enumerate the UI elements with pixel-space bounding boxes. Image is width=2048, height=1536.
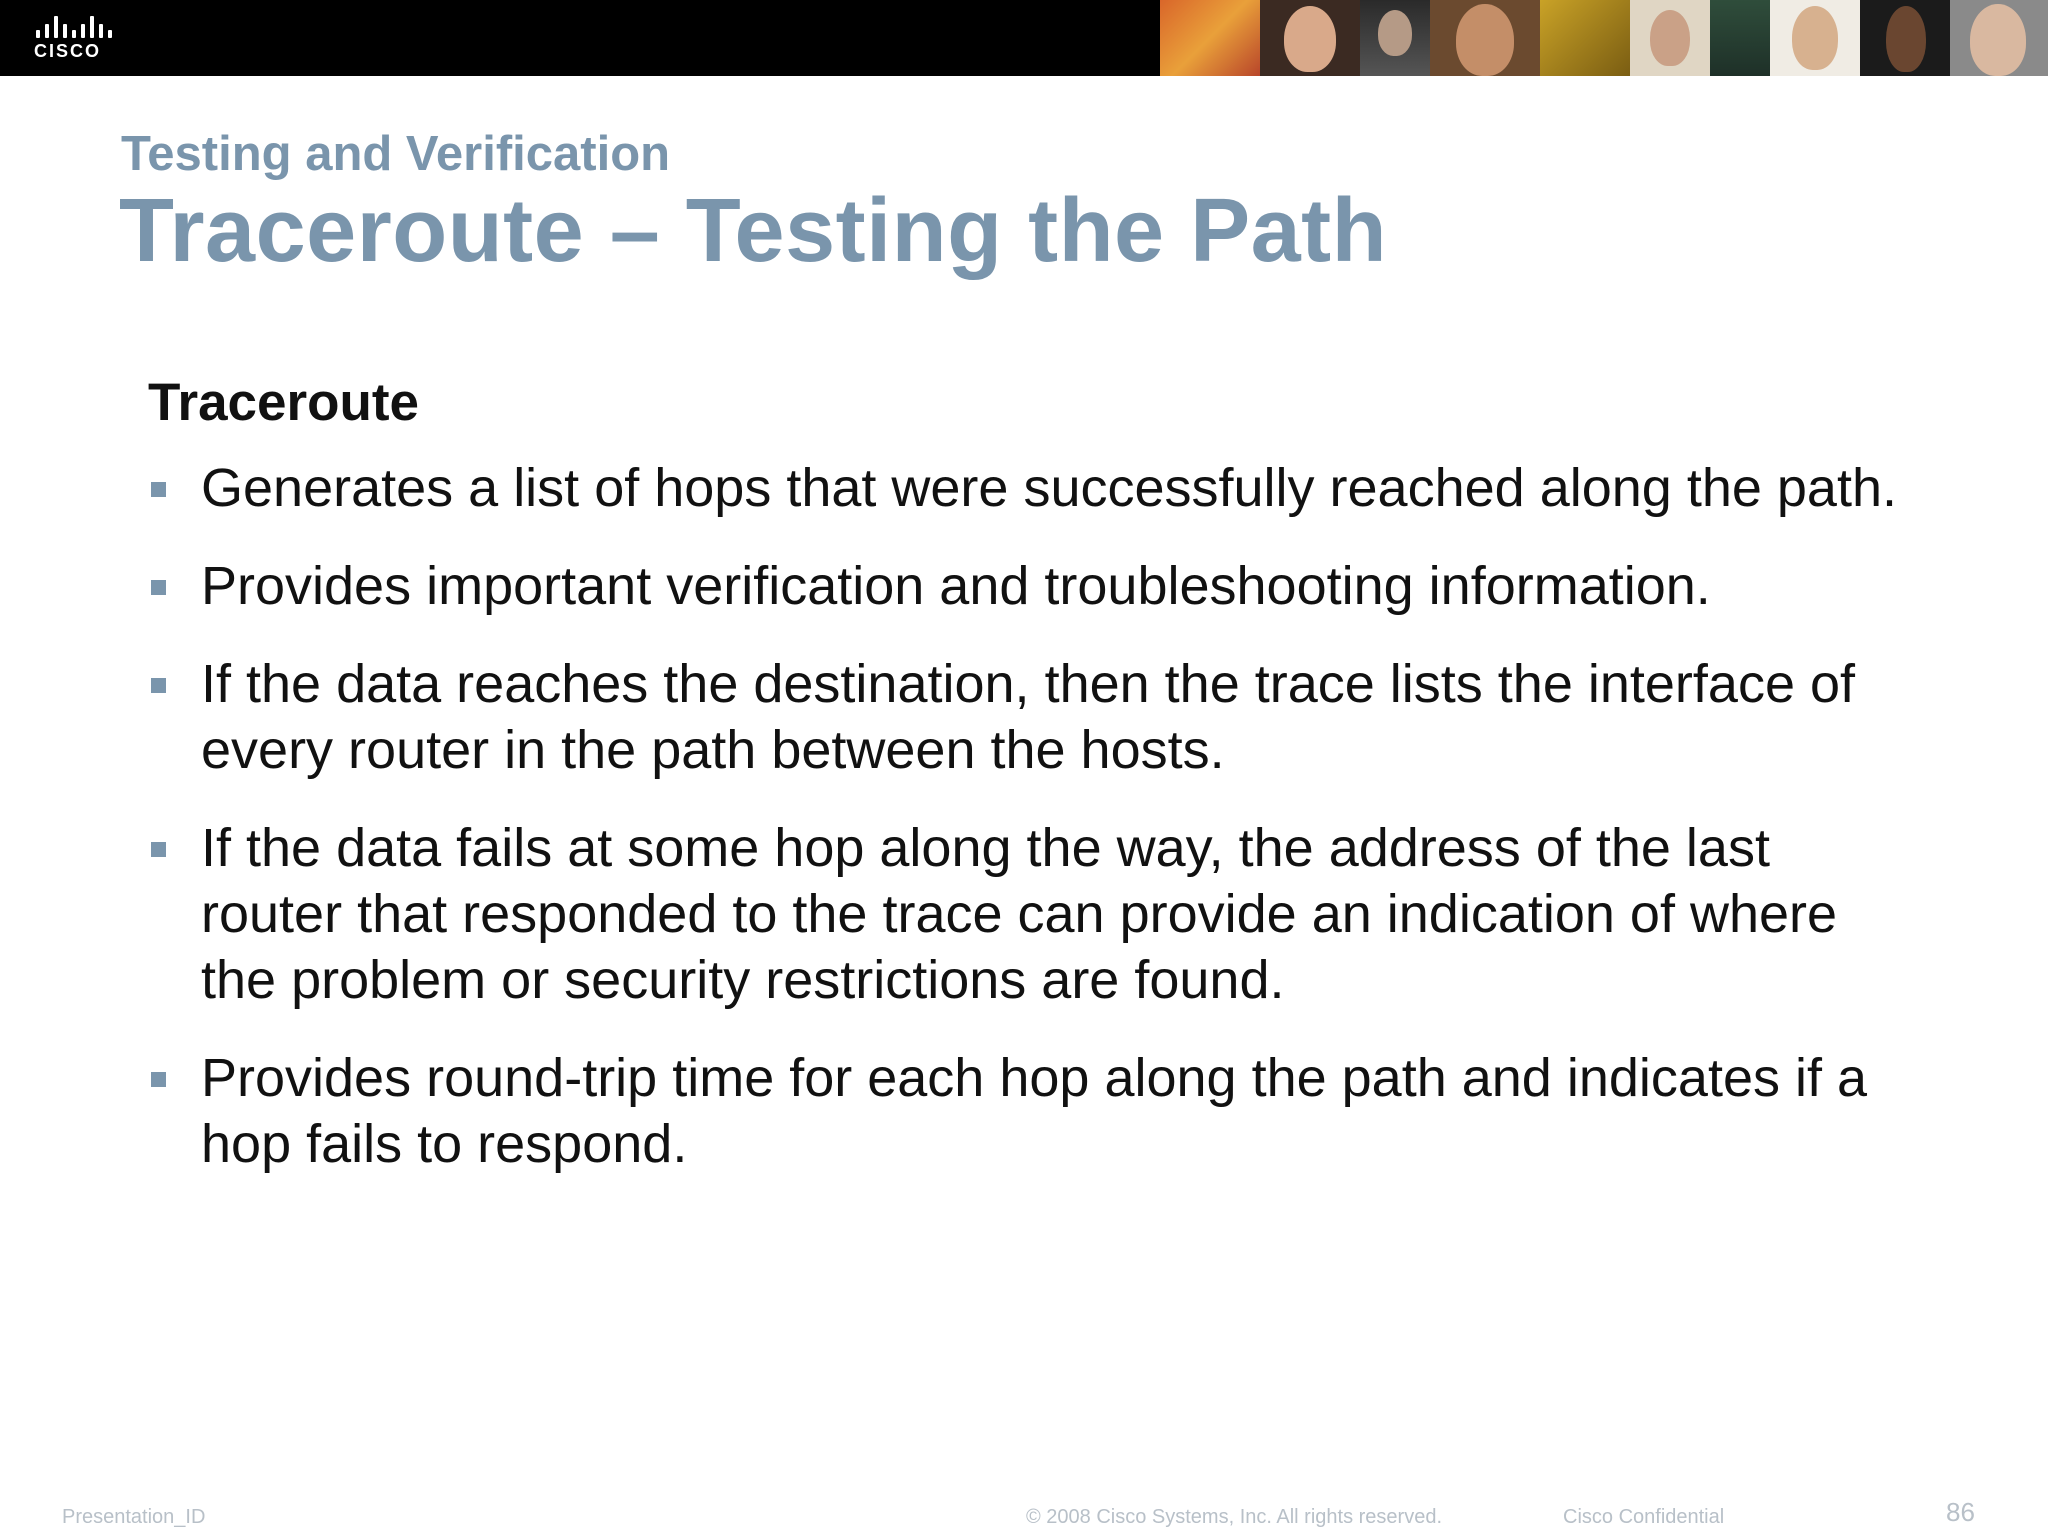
cisco-logo-bars-icon	[36, 16, 118, 38]
square-bullet-icon	[151, 678, 166, 693]
square-bullet-icon	[151, 842, 166, 857]
bullet-item	[148, 1045, 1908, 1177]
page-number: 86	[1946, 1497, 1975, 1527]
slide-title: Traceroute – Testing the Path	[119, 181, 1388, 281]
square-bullet-icon	[151, 482, 166, 497]
header-photo	[1360, 0, 1430, 76]
header-photo	[1540, 0, 1630, 76]
header-photo	[1710, 0, 1770, 76]
bullet-text: If the data fails at some hop along the way, the address of the last router that responded to the trace can provide an indication of where the problem or security restrictions are found.	[201, 818, 1838, 1010]
bullet-item	[148, 455, 1908, 521]
cisco-logo-text: CISCO	[34, 41, 102, 61]
slide-subtitle: Testing and Verification	[121, 127, 671, 181]
bullet-text: If the data reaches the destination, then the trace lists the interface of every router in the path between the hosts.	[201, 654, 1856, 780]
header-photo	[1950, 0, 2048, 76]
bullet-text: Provides round-trip time for each hop along the path and indicates if a hop fails to respond.	[201, 1048, 1868, 1174]
header-photo-strip	[1160, 0, 2048, 76]
square-bullet-icon	[151, 1072, 166, 1087]
content-heading: Traceroute	[148, 373, 420, 432]
bullet-list	[148, 455, 1908, 1177]
bullet-text: Provides important verification and troubleshooting information.	[201, 556, 1711, 616]
footer-presentation-id: Presentation_ID	[62, 1506, 206, 1528]
header-photo	[1630, 0, 1710, 76]
header-photo	[1160, 0, 1260, 76]
bullet-item	[148, 815, 1908, 1013]
header-photo	[1860, 0, 1950, 76]
header-photo	[1260, 0, 1360, 76]
bullet-item	[148, 651, 1908, 783]
footer-confidential: Cisco Confidential	[1563, 1506, 1725, 1528]
slide-content	[148, 372, 1908, 1209]
square-bullet-icon	[151, 580, 166, 595]
header-photo	[1430, 0, 1540, 76]
bullet-item	[148, 553, 1908, 619]
footer-copyright: © 2008 Cisco Systems, Inc. All rights reserved.	[1026, 1506, 1443, 1528]
cisco-logo	[34, 16, 118, 62]
top-banner	[0, 0, 2048, 76]
bullet-text: Generates a list of hops that were successfully reached along the path.	[201, 458, 1897, 518]
header-photo	[1770, 0, 1860, 76]
